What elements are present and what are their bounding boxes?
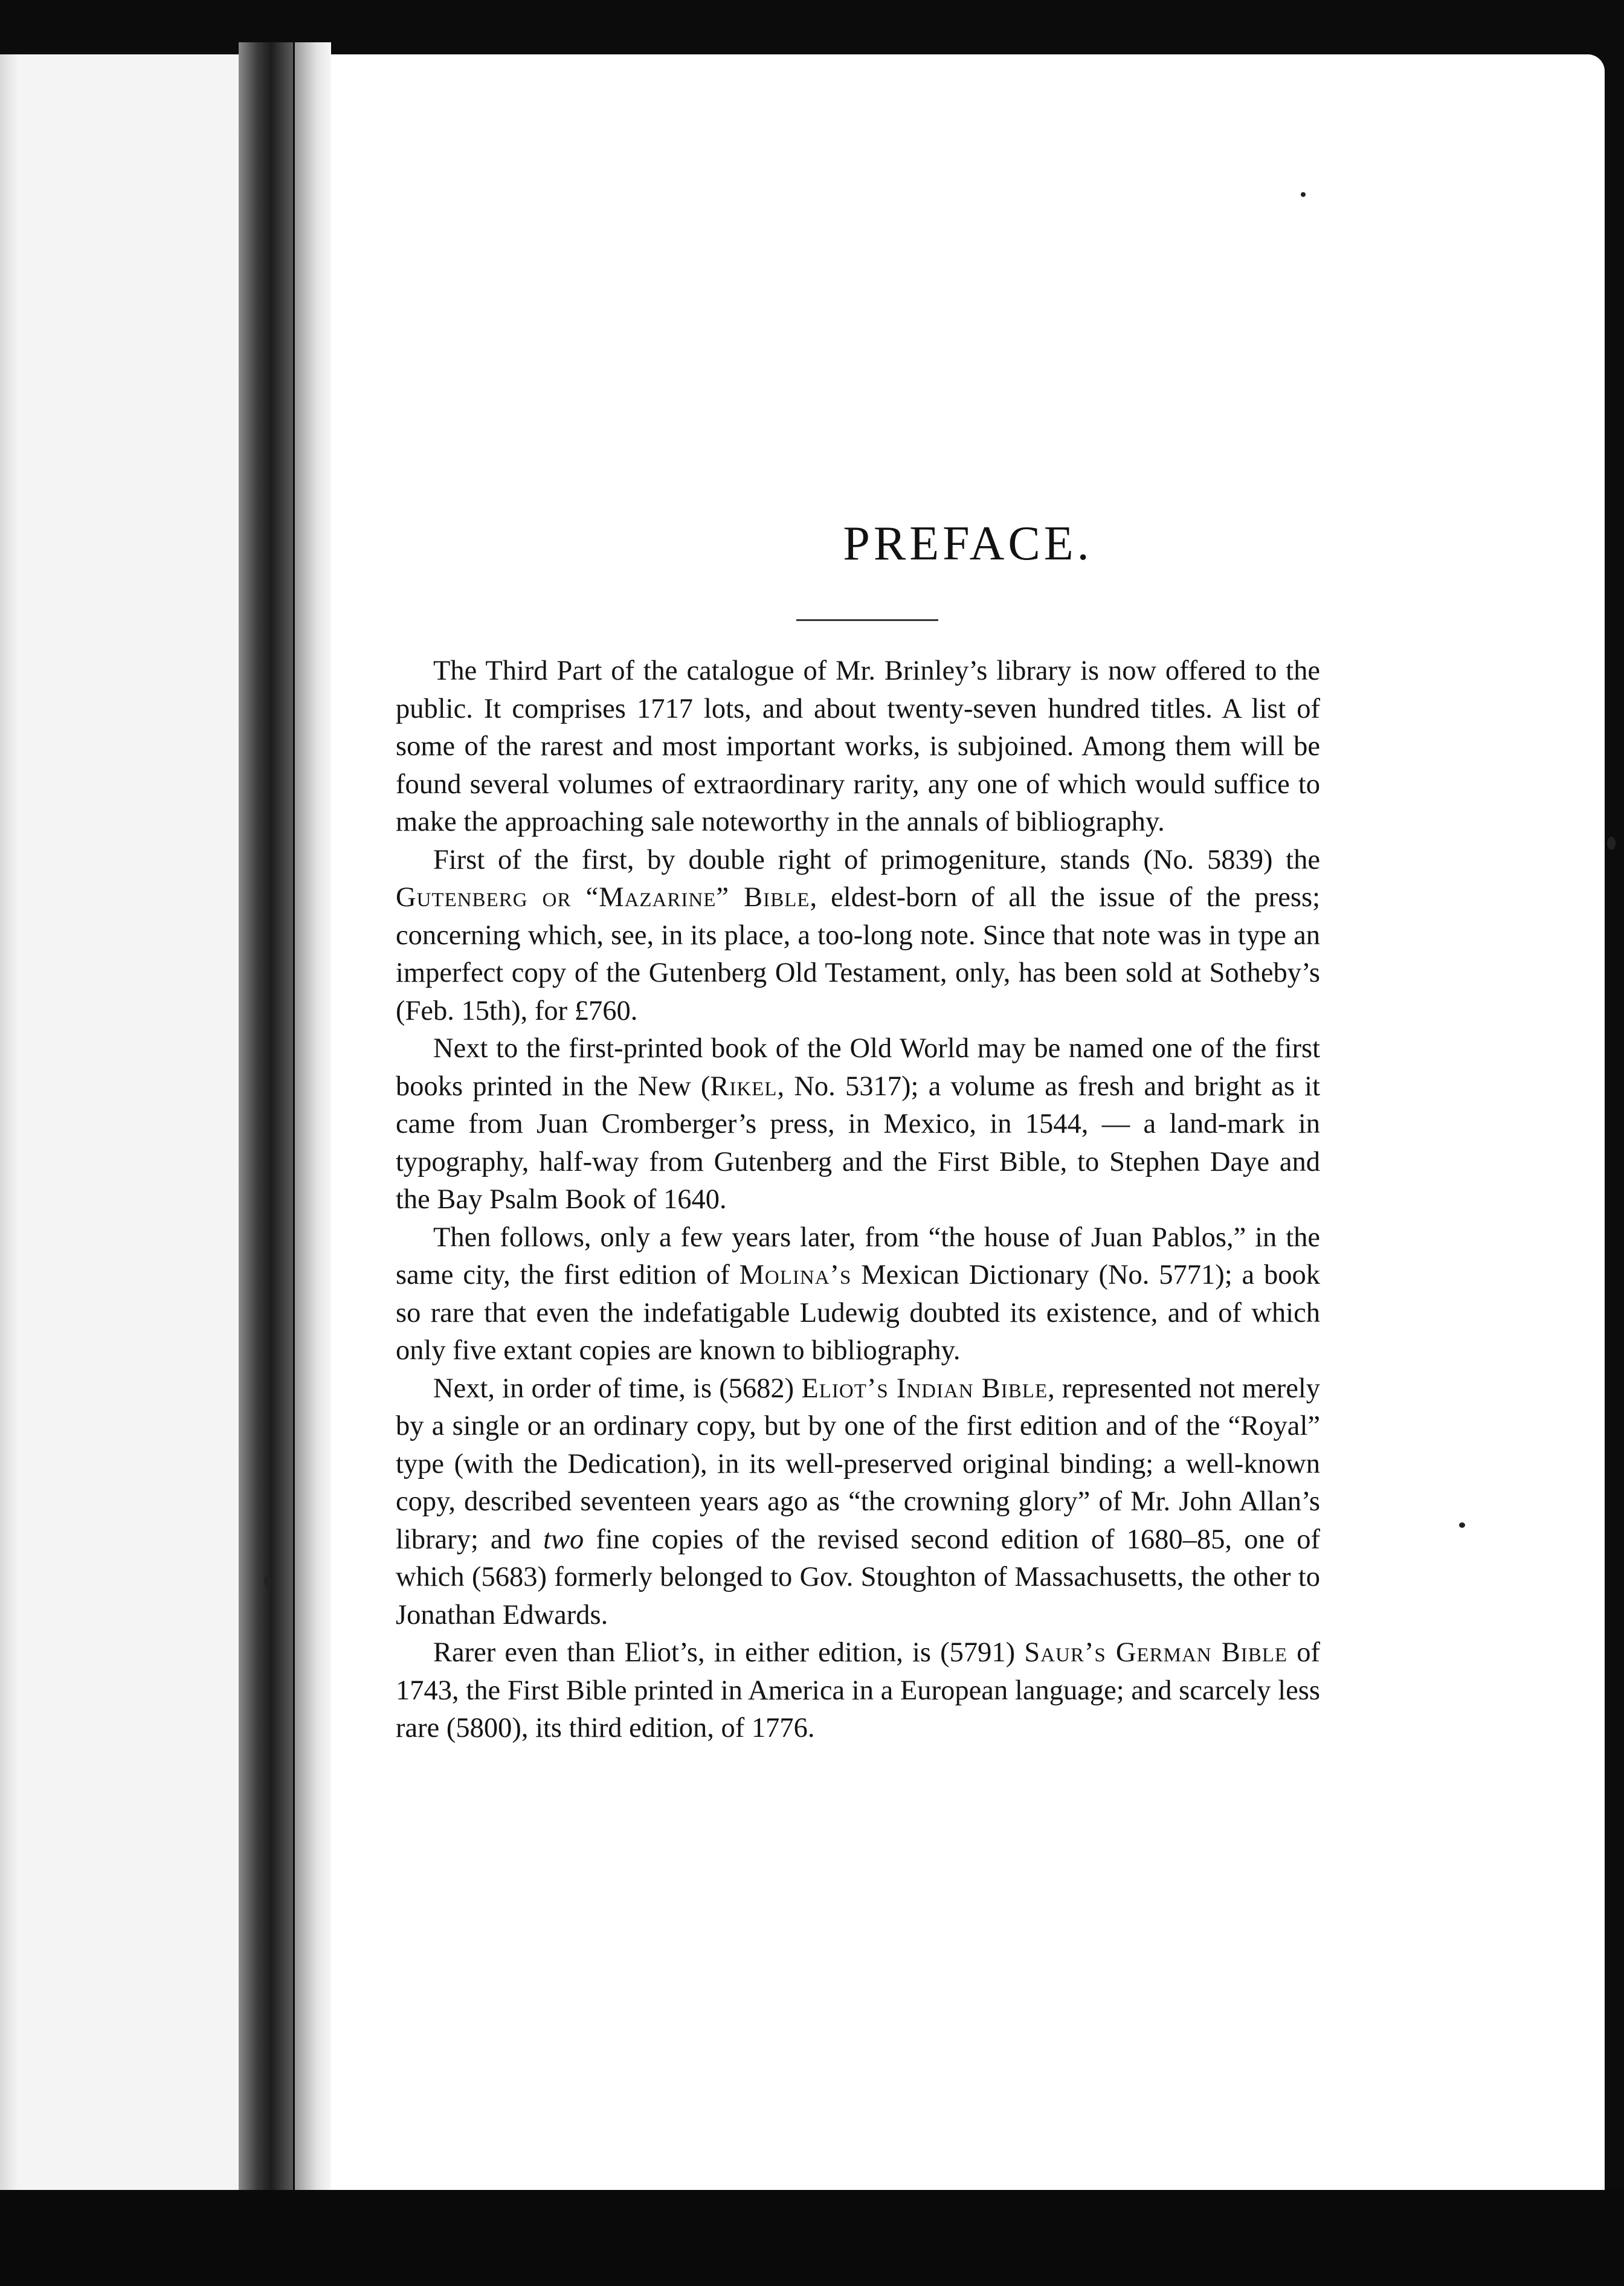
small-caps-name: Eliot’s Indian Bible — [801, 1373, 1048, 1404]
text-run: First of the first, by double right of primogeniture, stands (No. 5839) the — [433, 844, 1320, 875]
text-run: Next, in order of time, is (5682) — [433, 1373, 802, 1404]
page-title: PREFACE. — [843, 517, 1093, 570]
book-gutter — [239, 42, 293, 2241]
text-run: of 1743, the First Bible printed in America in a European language; and scarcely less rare (5800), its third edition, of 1776. — [396, 1637, 1320, 1743]
text-run: Next to the first-printed book of the Old World may be named one of the first books printed in the New ( — [396, 1033, 1320, 1102]
text-run: Then follows, only a few years later, from “the house of Juan Pablos,” in the same city, the first edition of — [396, 1222, 1320, 1290]
page-speck — [1607, 837, 1616, 850]
text-run: Mexican Dictionary (No. 5771); a book so rare that even the indefatigable Ludewig doubted its existence, and of which only five extant copies are known to bibliography. — [396, 1260, 1320, 1366]
gutter-shadow — [295, 42, 331, 2193]
text-run: fine copies of the revised second edition of 1680–85, one of which (5683) formerly belonged to Gov. Stoughton of Massachusetts, the other to Jonathan Edwards. — [396, 1524, 1320, 1631]
paragraph — [396, 652, 1320, 842]
small-caps-name: Rikel — [710, 1071, 778, 1102]
paragraph — [396, 842, 1320, 1031]
scan-border — [0, 2190, 1624, 2286]
page-speck — [1459, 1522, 1465, 1528]
paragraph — [396, 1370, 1320, 1635]
text-run: , No. 5317); a volume as fresh and bright as it came from Juan Cromberger’s press, in Mexico, in 1544, — a land-mark in typography, half-way from Gutenberg and the First Bible, to Stephen Daye and the Bay Psalm Book of 1640. — [396, 1071, 1321, 1215]
paragraph — [396, 1634, 1320, 1748]
text-run: , eldest-born of all the issue of the press; concerning which, see, in its place, a too-long note. Since that note was in type an imperfect copy of the Gutenberg Old Testament, only, has been sold at Sotheby’s (Feb. 15th), for £760. — [396, 882, 1320, 1026]
text-run: Rarer even than Eliot’s, in either edition, is (5791) — [433, 1637, 1025, 1668]
small-caps-name: Gutenberg or “Mazarine” Bible — [396, 882, 810, 913]
title-rule — [796, 619, 938, 621]
italic-text: two — [543, 1524, 584, 1555]
paragraph — [396, 1219, 1320, 1370]
preface-text — [396, 652, 1320, 1748]
facing-page — [0, 54, 239, 2196]
text-run: , represented not merely by a single or an ordinary copy, but by one of the first edition and of the “Royal” type (with the Dedication), in its well-preserved original binding; a well-known copy, described seventeen years ago as “the crowning glory” of Mr. John Allan’s library; and — [396, 1373, 1320, 1555]
facing-page-edge — [0, 54, 18, 2196]
small-caps-name: Saur’s German Bible — [1024, 1637, 1288, 1668]
text-run: The Third Part of the catalogue of Mr. Brinley’s library is now offered to the public. It comprises 1717 lots, and about twenty-seven hundred titles. A list of some of the rarest and most important works, is subjoined. Among them will be found several volumes of extraordinary rarity, any one of which would suffice to make the approaching sale noteworthy in the annals of bibliography. — [396, 655, 1320, 837]
page-speck — [1301, 192, 1306, 197]
page-speck — [264, 1576, 271, 1586]
small-caps-name: Molina’s — [739, 1260, 852, 1290]
paragraph — [396, 1030, 1320, 1219]
